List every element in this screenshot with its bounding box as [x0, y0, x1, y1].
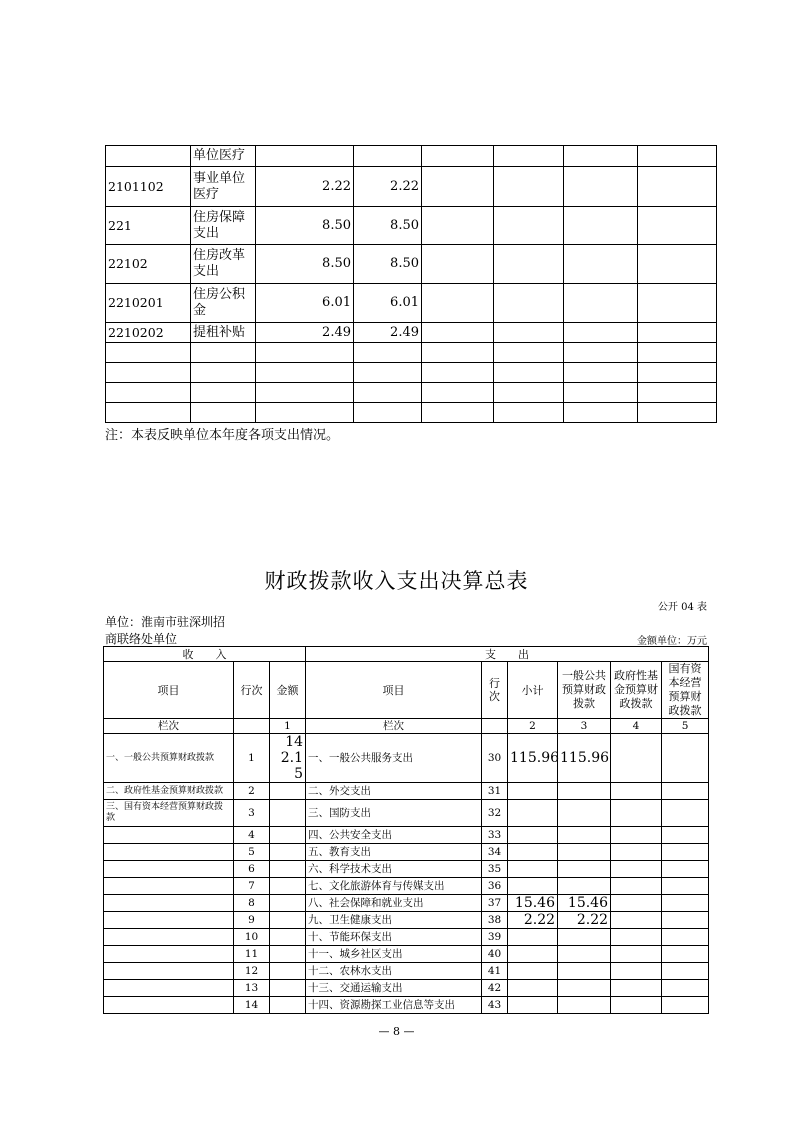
expense-line-cell: 31: [482, 783, 508, 800]
expense-item-cell: 六、科学技术支出: [306, 861, 482, 878]
lanci-num: 3: [558, 719, 611, 734]
subtotal-cell: [508, 827, 558, 844]
expense-item-cell: 七、文化旅游体育与传媒支出: [306, 878, 482, 895]
income-amount-cell: [270, 844, 306, 861]
income-line-cell: 10: [234, 929, 270, 946]
expense-line-cell: 37: [482, 895, 508, 912]
general-budget-cell: [558, 861, 611, 878]
table-row: [106, 146, 717, 167]
income-amount-cell: [270, 800, 306, 827]
unit-label-line2: 商联络处单位: [105, 632, 178, 646]
income-amount-cell: [270, 783, 306, 800]
table-row: [106, 207, 717, 245]
expense-item-cell: 十四、资源勘探工业信息等支出: [306, 997, 482, 1014]
table-row: [104, 912, 709, 929]
expense-item-cell: 八、社会保障和就业支出: [306, 895, 482, 912]
income-line-cell: 14: [234, 997, 270, 1014]
table-note: 注：本表反映单位本年度各项支出情况。: [105, 428, 340, 443]
table-row: [104, 980, 709, 997]
table-row: [104, 800, 709, 827]
lanci-num: 5: [662, 719, 709, 734]
general-budget-cell: 2.22: [558, 912, 611, 929]
name-cell: 住房公积金: [191, 284, 256, 323]
income-amount-cell: [270, 895, 306, 912]
expense-line-cell: 40: [482, 946, 508, 963]
general-budget-cell: 115.96: [558, 734, 611, 783]
state-capital-cell: [662, 800, 709, 827]
fund-budget-cell: [611, 861, 662, 878]
value-cell: 8.50: [354, 245, 422, 284]
col-subtotal: 小计: [508, 662, 558, 719]
lanci-num: 1: [270, 719, 306, 734]
value-cell: 8.50: [256, 207, 354, 245]
income-amount-cell: [270, 997, 306, 1014]
page-title: 财政拨款收入支出决算总表: [264, 569, 529, 593]
code-cell: 2210202: [106, 323, 191, 343]
fund-budget-cell: [611, 912, 662, 929]
subtotal-cell: 15.46: [508, 895, 558, 912]
income-amount-cell: [270, 963, 306, 980]
income-line-cell: 9: [234, 912, 270, 929]
subtotal-cell: [508, 997, 558, 1014]
expense-item-cell: 三、国防支出: [306, 800, 482, 827]
expense-header: 支 出: [306, 647, 709, 662]
expense-line-cell: 36: [482, 878, 508, 895]
income-item-cell: [104, 912, 234, 929]
general-budget-cell: [558, 997, 611, 1014]
col-item2: 项目: [306, 662, 482, 719]
subtotal-cell: 115.96: [508, 734, 558, 783]
empty-row: [106, 403, 717, 423]
fund-budget-cell: [611, 963, 662, 980]
fund-budget-cell: [611, 844, 662, 861]
name-cell: 事业单位医疗: [191, 167, 256, 207]
state-capital-cell: [662, 980, 709, 997]
income-line-cell: 4: [234, 827, 270, 844]
income-item-cell: 一、一般公共预算财政拨款: [104, 734, 234, 783]
expense-line-cell: 39: [482, 929, 508, 946]
state-capital-cell: [662, 946, 709, 963]
subtotal-cell: [508, 844, 558, 861]
value-cell: [354, 146, 422, 167]
state-capital-cell: [662, 861, 709, 878]
income-amount-cell: [270, 946, 306, 963]
income-item-cell: [104, 963, 234, 980]
code-cell: [106, 146, 191, 167]
state-capital-cell: [662, 878, 709, 895]
income-line-cell: 7: [234, 878, 270, 895]
code-cell: 22102: [106, 245, 191, 284]
income-line-cell: 1: [234, 734, 270, 783]
code-cell: 2210201: [106, 284, 191, 323]
fund-budget-cell: [611, 783, 662, 800]
table-row: [104, 827, 709, 844]
fund-budget-cell: [611, 929, 662, 946]
expense-item-cell: 十三、交通运输支出: [306, 980, 482, 997]
section-header-row: [104, 647, 709, 662]
fund-budget-cell: [611, 946, 662, 963]
lanci-label: 栏次: [104, 719, 234, 734]
general-budget-cell: [558, 946, 611, 963]
lanci-row: [104, 719, 709, 734]
expense-line-cell: 38: [482, 912, 508, 929]
expense-detail-table: [105, 145, 717, 423]
state-capital-cell: [662, 895, 709, 912]
subtotal-cell: [508, 980, 558, 997]
expense-line-cell: 34: [482, 844, 508, 861]
table-row: [104, 861, 709, 878]
table-row: [106, 167, 717, 207]
income-item-cell: 二、政府性基金预算财政拨款: [104, 783, 234, 800]
general-budget-cell: 15.46: [558, 895, 611, 912]
expense-item-cell: 十、节能环保支出: [306, 929, 482, 946]
fund-budget-cell: [611, 800, 662, 827]
income-item-cell: [104, 861, 234, 878]
expense-item-cell: 五、教育支出: [306, 844, 482, 861]
lanci-num: 2: [508, 719, 558, 734]
income-line-cell: 5: [234, 844, 270, 861]
table-row: [104, 963, 709, 980]
expense-item-cell: 二、外交支出: [306, 783, 482, 800]
table-row: [104, 734, 709, 783]
income-amount-cell: [270, 912, 306, 929]
table-row: [104, 929, 709, 946]
value-cell: 6.01: [354, 284, 422, 323]
subtotal-cell: [508, 878, 558, 895]
income-header: 收 入: [104, 647, 306, 662]
expense-item-cell: 一、一般公共服务支出: [306, 734, 482, 783]
income-line-cell: 6: [234, 861, 270, 878]
table-row: [104, 946, 709, 963]
state-capital-cell: [662, 963, 709, 980]
name-cell: 住房保障支出: [191, 207, 256, 245]
general-budget-cell: [558, 827, 611, 844]
subtotal-cell: [508, 929, 558, 946]
col-state: 国有资本经营预算财政拨款: [662, 662, 709, 719]
state-capital-cell: [662, 734, 709, 783]
unit-label-line1: 单位：淮南市驻深圳招: [105, 615, 226, 629]
fiscal-summary-table: [103, 646, 709, 1014]
subtotal-cell: 2.22: [508, 912, 558, 929]
subtotal-cell: [508, 963, 558, 980]
subtotal-cell: [508, 946, 558, 963]
col-item: 项目: [104, 662, 234, 719]
fund-budget-cell: [611, 895, 662, 912]
fund-budget-cell: [611, 878, 662, 895]
income-line-cell: 12: [234, 963, 270, 980]
col-fund: 政府性基金预算财政拨款: [611, 662, 662, 719]
income-amount-cell: [270, 980, 306, 997]
col-amount: 金额: [270, 662, 306, 719]
col-general: 一般公共预算财政拨款: [558, 662, 611, 719]
expense-line-cell: 42: [482, 980, 508, 997]
expense-item-cell: 九、卫生健康支出: [306, 912, 482, 929]
income-amount-cell: [270, 878, 306, 895]
income-item-cell: [104, 844, 234, 861]
value-cell: 8.50: [354, 207, 422, 245]
income-item-cell: 三、国有资本经营预算财政拨款: [104, 800, 234, 827]
general-budget-cell: [558, 929, 611, 946]
general-budget-cell: [558, 878, 611, 895]
income-item-cell: [104, 946, 234, 963]
subtotal-cell: [508, 800, 558, 827]
income-item-cell: [104, 980, 234, 997]
table-row: [106, 245, 717, 284]
state-capital-cell: [662, 929, 709, 946]
expense-item-cell: 四、公共安全支出: [306, 827, 482, 844]
table-row: [104, 878, 709, 895]
income-item-cell: [104, 827, 234, 844]
value-cell: 8.50: [256, 245, 354, 284]
name-cell: 单位医疗: [191, 146, 256, 167]
col-line: 行次: [234, 662, 270, 719]
expense-item-cell: 十二、农林水支出: [306, 963, 482, 980]
fund-budget-cell: [611, 980, 662, 997]
income-amount-cell: [270, 861, 306, 878]
state-capital-cell: [662, 997, 709, 1014]
lanci-label: 栏次: [306, 719, 482, 734]
name-cell: 提租补贴: [191, 323, 256, 343]
table-row: [106, 323, 717, 343]
expense-line-cell: 30: [482, 734, 508, 783]
value-cell: 2.22: [354, 167, 422, 207]
income-line-cell: 2: [234, 783, 270, 800]
subtotal-cell: [508, 783, 558, 800]
value-cell: 6.01: [256, 284, 354, 323]
income-line-cell: 11: [234, 946, 270, 963]
code-cell: 2101102: [106, 167, 191, 207]
lanci-num: 4: [611, 719, 662, 734]
expense-line-cell: 35: [482, 861, 508, 878]
fund-budget-cell: [611, 827, 662, 844]
income-item-cell: [104, 929, 234, 946]
expense-line-cell: 33: [482, 827, 508, 844]
empty-row: [106, 383, 717, 403]
fund-budget-cell: [611, 734, 662, 783]
column-header-row: [104, 662, 709, 719]
page-number: — 8 —: [378, 1025, 415, 1038]
code-cell: 221: [106, 207, 191, 245]
table-row: [104, 997, 709, 1014]
state-capital-cell: [662, 844, 709, 861]
value-cell: [256, 146, 354, 167]
fund-budget-cell: [611, 997, 662, 1014]
general-budget-cell: [558, 800, 611, 827]
table-row: [104, 783, 709, 800]
income-item-cell: [104, 878, 234, 895]
general-budget-cell: [558, 844, 611, 861]
income-line-cell: 13: [234, 980, 270, 997]
form-number: 公开 04 表: [657, 602, 707, 613]
empty-row: [106, 343, 717, 363]
general-budget-cell: [558, 783, 611, 800]
income-amount-cell: [270, 929, 306, 946]
value-cell: 2.22: [256, 167, 354, 207]
state-capital-cell: [662, 783, 709, 800]
income-item-cell: [104, 895, 234, 912]
amount-unit-label: 金额单位：万元: [637, 636, 707, 647]
income-amount-cell: [270, 827, 306, 844]
col-line2: 行次: [482, 662, 508, 719]
table-row: [104, 844, 709, 861]
general-budget-cell: [558, 963, 611, 980]
expense-line-cell: 32: [482, 800, 508, 827]
income-item-cell: [104, 997, 234, 1014]
income-line-cell: 8: [234, 895, 270, 912]
state-capital-cell: [662, 912, 709, 929]
value-cell: 2.49: [256, 323, 354, 343]
state-capital-cell: [662, 827, 709, 844]
value-cell: 2.49: [354, 323, 422, 343]
expense-line-cell: 41: [482, 963, 508, 980]
name-cell: 住房改革支出: [191, 245, 256, 284]
expense-line-cell: 43: [482, 997, 508, 1014]
subtotal-cell: [508, 861, 558, 878]
empty-row: [106, 363, 717, 383]
income-line-cell: 3: [234, 800, 270, 827]
general-budget-cell: [558, 980, 611, 997]
expense-item-cell: 十一、城乡社区支出: [306, 946, 482, 963]
table-row: [106, 284, 717, 323]
income-amount-cell: 142.15: [270, 734, 306, 783]
table-row: [104, 895, 709, 912]
